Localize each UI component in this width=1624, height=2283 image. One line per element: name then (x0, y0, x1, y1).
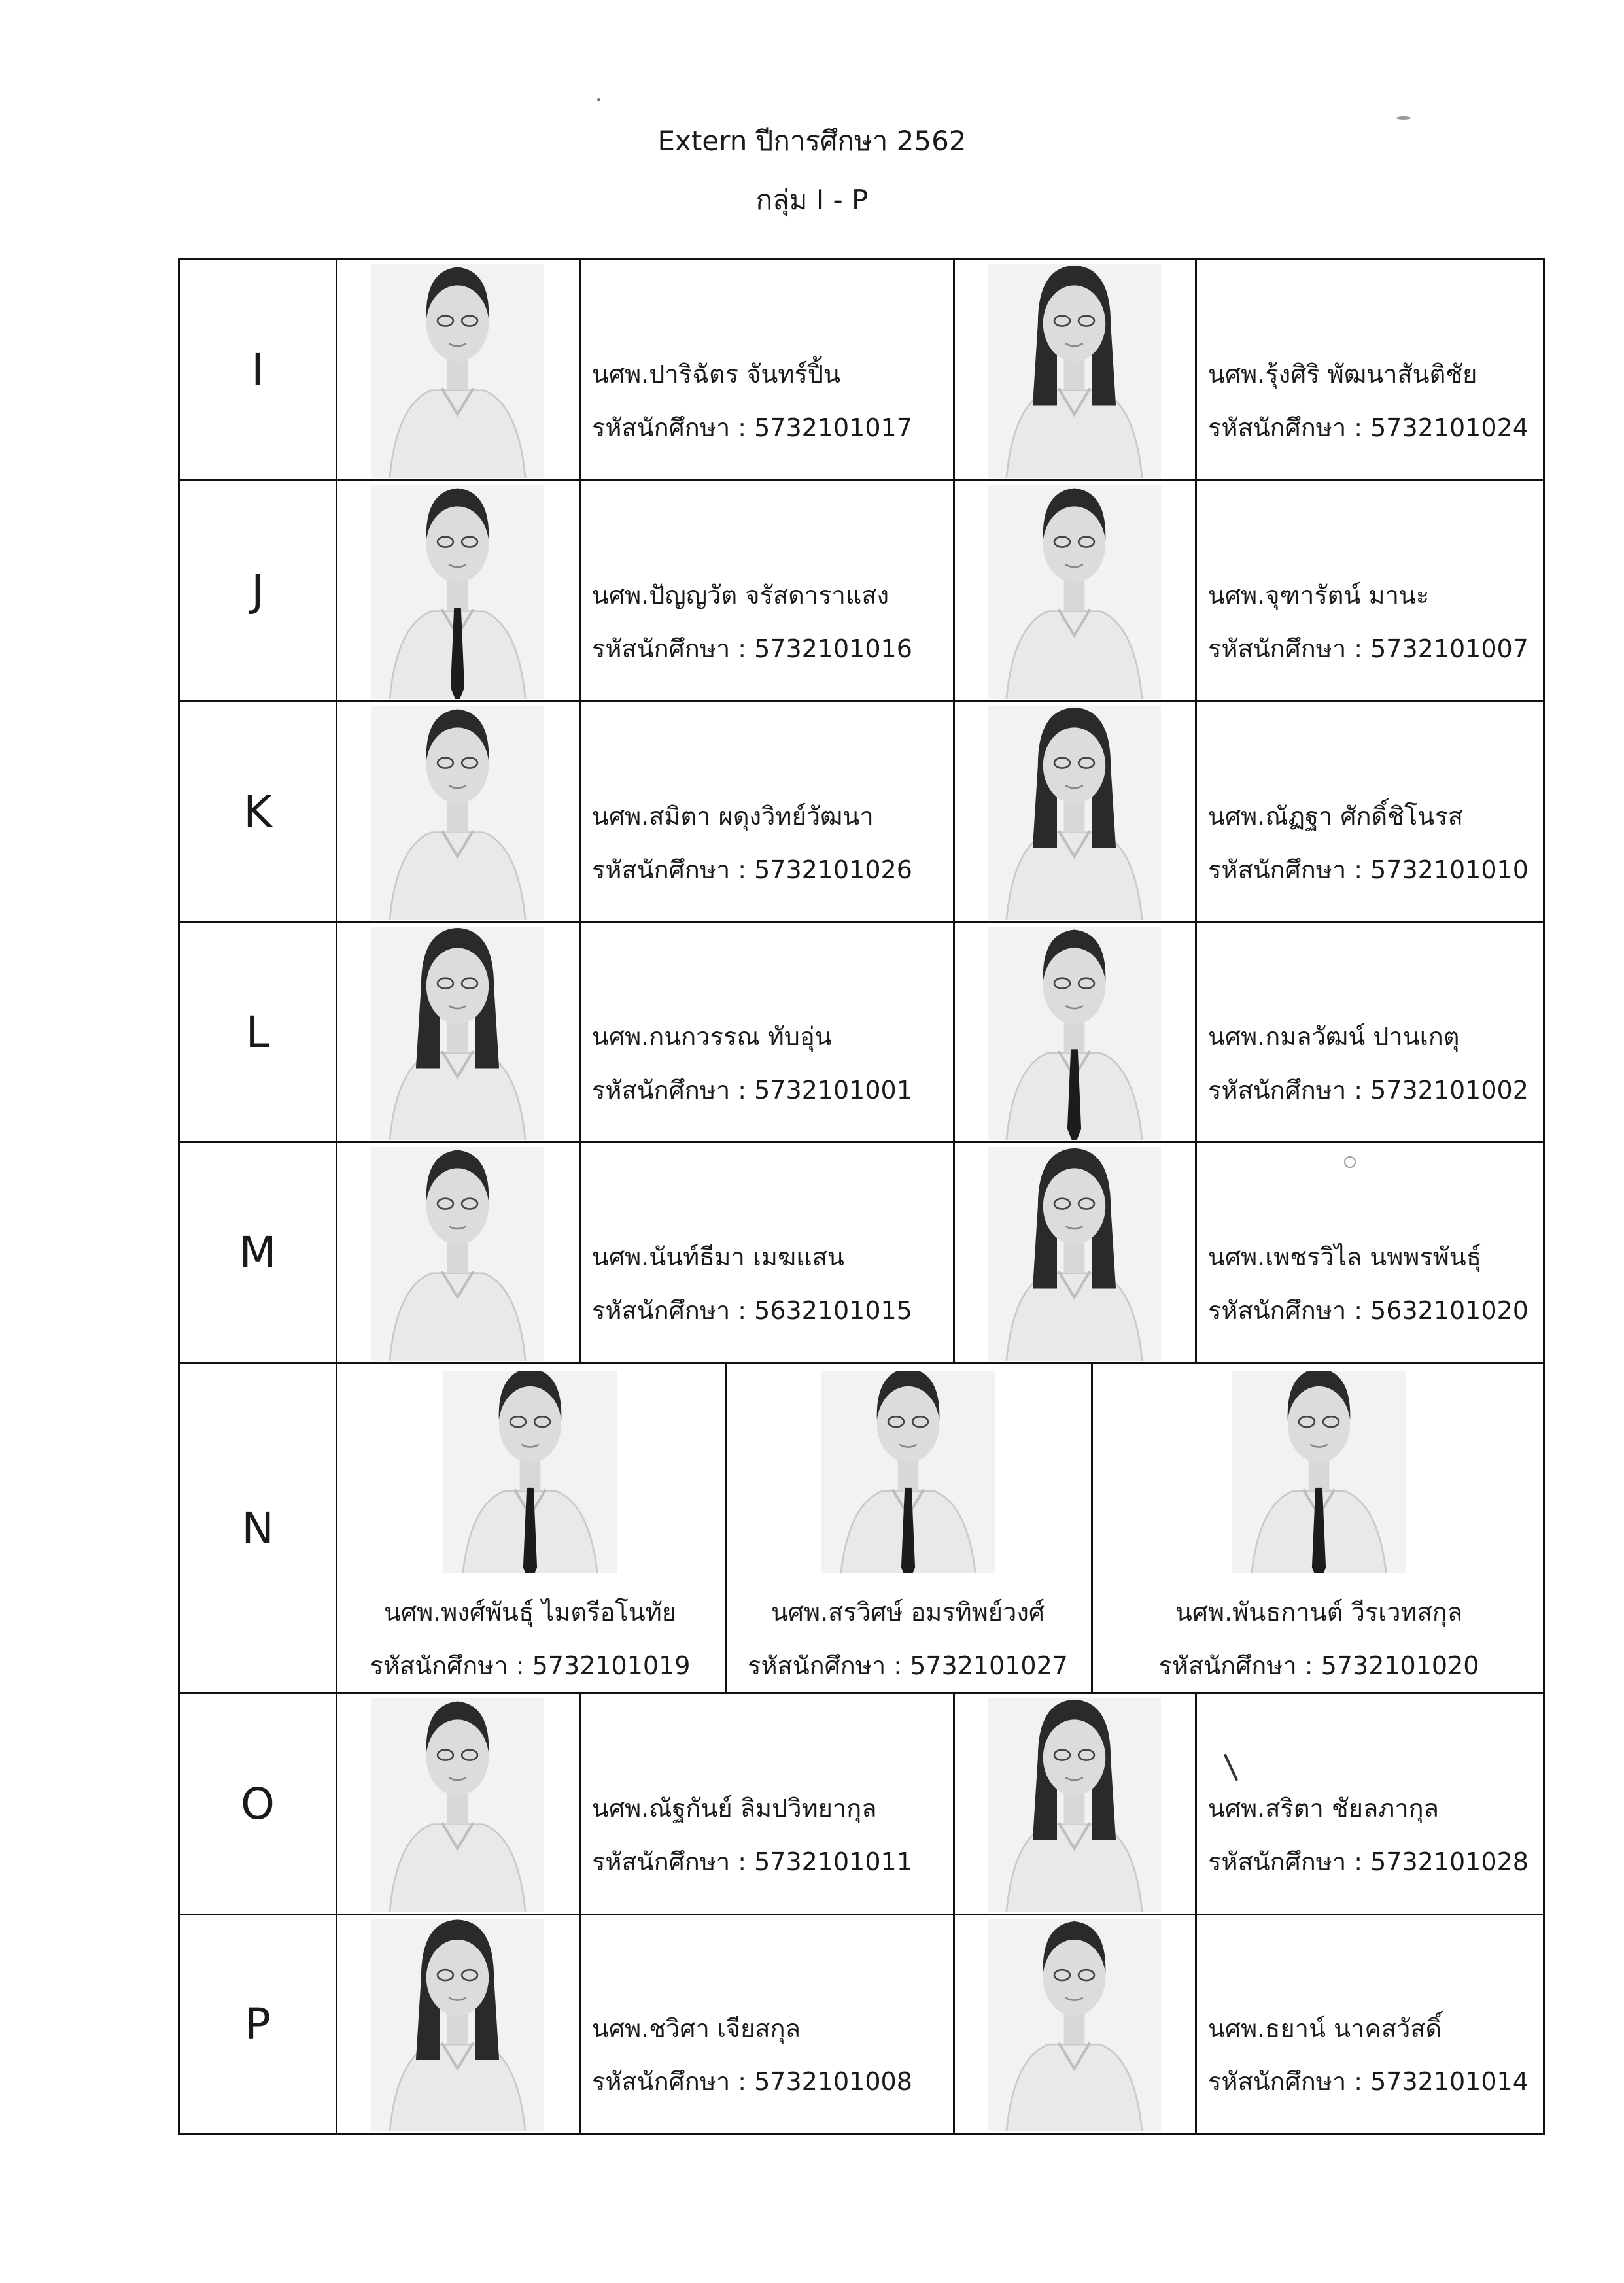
group-row-m (178, 1141, 1545, 1364)
student-id-line (1208, 407, 1529, 447)
student-name: นศพ.ปัญญวัต จรัสดาราแสง (592, 581, 890, 609)
group-letter: I (180, 260, 337, 479)
student-id: 5632101015 (754, 1296, 912, 1325)
student-id-label: รหัสนักศึกษา : (1208, 1076, 1371, 1105)
document-subtitle: กลุ่ม I - P (755, 184, 869, 216)
student-id: 5732101011 (754, 1847, 912, 1876)
column-divider (953, 702, 955, 921)
student-photo (1232, 1371, 1406, 1573)
student-id-label: รหัสนักศึกษา : (592, 855, 755, 884)
student-photo (988, 485, 1161, 699)
student-id-line (1208, 628, 1529, 668)
student-info (1195, 481, 1547, 700)
student-id-label: รหัสนักศึกษา : (592, 2067, 755, 2096)
student-id-label: รหัสนักศึกษา : (1208, 1296, 1371, 1325)
student-name: นศพ.ชวิศา เจียสกุล (592, 2014, 801, 2043)
document-title: Extern ปีการศึกษา 2562 (657, 125, 967, 157)
group-letter: L (180, 923, 337, 1141)
group-row-i (178, 258, 1545, 481)
student-photo (988, 264, 1161, 478)
group-row-l (178, 921, 1545, 1143)
student-id: 5732101016 (754, 634, 912, 663)
student-id-line (592, 850, 912, 889)
student-name: นศพ.จุฑารัตน์ มานะ (1208, 581, 1430, 609)
column-divider (953, 923, 955, 1141)
student-info (579, 260, 953, 479)
student-id-label: รหัสนักศึกษา : (748, 1651, 910, 1680)
column-divider (725, 1364, 727, 1692)
group-row-j (178, 479, 1545, 702)
student-photo (371, 927, 544, 1140)
student-id-label: รหัสนักศึกษา : (592, 1296, 755, 1325)
student-id-line (592, 628, 912, 668)
student-info (1195, 1694, 1547, 1914)
student-id: 5732101020 (1321, 1651, 1479, 1680)
student-id: 5732101017 (754, 413, 912, 442)
column-divider (1091, 1364, 1093, 1692)
student-info (579, 481, 953, 700)
scan-speck (597, 98, 600, 101)
student-info (1195, 1915, 1547, 2133)
student-name: นศพ.ณัฐกันย์ ลิมปวิทยากุล (592, 1794, 877, 1823)
student-id: 5732101027 (910, 1651, 1068, 1680)
group-row-k (178, 700, 1545, 923)
student-name: นศพ.รุ้งศิริ พัฒนาสันติชัย (1208, 360, 1477, 388)
student-photo (443, 1371, 617, 1573)
student-id-line (336, 1645, 725, 1685)
column-divider (953, 260, 955, 479)
student-name: นศพ.เพชรวิไล นพพรพันธุ์ (1208, 1243, 1481, 1271)
scan-speck (1344, 1156, 1356, 1168)
student-id-label: รหัสนักศึกษา : (370, 1651, 532, 1680)
student-photo (371, 264, 544, 478)
student-roster-table (178, 258, 1545, 2135)
student-id-line (1091, 1645, 1547, 1685)
student-id: 5632101020 (1370, 1296, 1529, 1325)
student-name: นศพ.ปาริฉัตร จันทร์ปิ้น (592, 360, 840, 388)
student-id: 5732101026 (754, 855, 912, 884)
student-id-label: รหัสนักศึกษา : (592, 1076, 755, 1105)
student-id-line (592, 2061, 912, 2101)
student-info (1195, 260, 1547, 479)
student-id-label: รหัสนักศึกษา : (1208, 413, 1371, 442)
student-id-label: รหัสนักศึกษา : (1208, 2067, 1371, 2096)
student-info (1195, 702, 1547, 921)
student-id: 5732101001 (754, 1076, 912, 1105)
scan-speck (1396, 116, 1411, 120)
student-info (579, 1143, 953, 1362)
student-id-line (1208, 2061, 1529, 2101)
student-photo (371, 1698, 544, 1912)
student-name: นศพ.สมิตา ผดุงวิทย์วัฒนา (592, 802, 874, 831)
student-id: 5732101024 (1370, 413, 1529, 442)
student-id: 5732101028 (1370, 1847, 1529, 1876)
student-photo (371, 1919, 544, 2131)
student-id-label: รหัสนักศึกษา : (1208, 1847, 1371, 1876)
student-id-line (1208, 1842, 1529, 1881)
group-row-n (178, 1362, 1545, 1694)
student-name: นศพ.ณัฏฐา ศักดิ์ชิโนรส (1208, 802, 1463, 831)
student-name: นศพ.กมลวัฒน์ ปานเกตุ (1208, 1022, 1460, 1051)
student-id-line (592, 1070, 912, 1110)
group-letter: J (180, 481, 337, 700)
student-id-label: รหัสนักศึกษา : (1208, 855, 1371, 884)
student-info (1195, 923, 1547, 1141)
student-id-line (592, 407, 912, 447)
student-id-label: รหัสนักศึกษา : (1208, 634, 1371, 663)
student-info (1195, 1143, 1547, 1362)
student-info (579, 1694, 953, 1914)
student-name: นศพ.พันธกานต์ วีรเวทสกุล (1175, 1598, 1463, 1626)
student-info (579, 923, 953, 1141)
student-id-label: รหัสนักศึกษา : (592, 1847, 755, 1876)
student-photo (371, 706, 544, 920)
student-id: 5732101007 (1370, 634, 1529, 663)
student-id-label: รหัสนักศึกษา : (592, 413, 755, 442)
group-letter: K (180, 702, 337, 921)
student-name: นศพ.สริตา ชัยลภากุล (1208, 1794, 1439, 1823)
student-name: นศพ.พงศ์พันธุ์ ไมตรีอโนทัย (383, 1598, 677, 1626)
student-photo (988, 1919, 1161, 2131)
group-letter: N (180, 1364, 337, 1692)
student-id: 5732101014 (1370, 2067, 1529, 2096)
student-name: นศพ.นันท์ธีมา เมฆแสน (592, 1243, 844, 1271)
student-name: นศพ.สรวิศษ์ อมรทิพย์วงศ์ (770, 1598, 1045, 1626)
student-photo (371, 1147, 544, 1361)
student-id: 5732101008 (754, 2067, 912, 2096)
student-photo (371, 485, 544, 699)
student-id-line (1208, 850, 1529, 889)
student-photo (988, 927, 1161, 1140)
group-letter: O (180, 1694, 337, 1914)
student-id-line (725, 1645, 1091, 1685)
student-photo (821, 1371, 995, 1573)
student-id-label: รหัสนักศึกษา : (592, 634, 755, 663)
student-id-line (1208, 1290, 1529, 1330)
student-id: 5732101019 (532, 1651, 691, 1680)
group-row-o (178, 1692, 1545, 1915)
group-letter: P (180, 1915, 337, 2133)
column-divider (953, 1143, 955, 1362)
student-id: 5732101002 (1370, 1076, 1529, 1105)
group-row-p (178, 1914, 1545, 2135)
student-photo (988, 1698, 1161, 1912)
student-id: 5732101010 (1370, 855, 1529, 884)
student-name: นศพ.ธยาน์ นาคสวัสดิ์ (1208, 2014, 1442, 2043)
student-photo (988, 1147, 1161, 1361)
student-id-line (592, 1842, 912, 1881)
student-photo (988, 706, 1161, 920)
group-letter: M (180, 1143, 337, 1362)
student-id-label: รหัสนักศึกษา : (1158, 1651, 1321, 1680)
student-info (579, 702, 953, 921)
student-id-line (592, 1290, 912, 1330)
student-id-line (1208, 1070, 1529, 1110)
column-divider (953, 1915, 955, 2133)
student-name: นศพ.กนกวรรณ ทับอุ่น (592, 1022, 832, 1051)
student-info (579, 1915, 953, 2133)
column-divider (953, 1694, 955, 1914)
column-divider (953, 481, 955, 700)
